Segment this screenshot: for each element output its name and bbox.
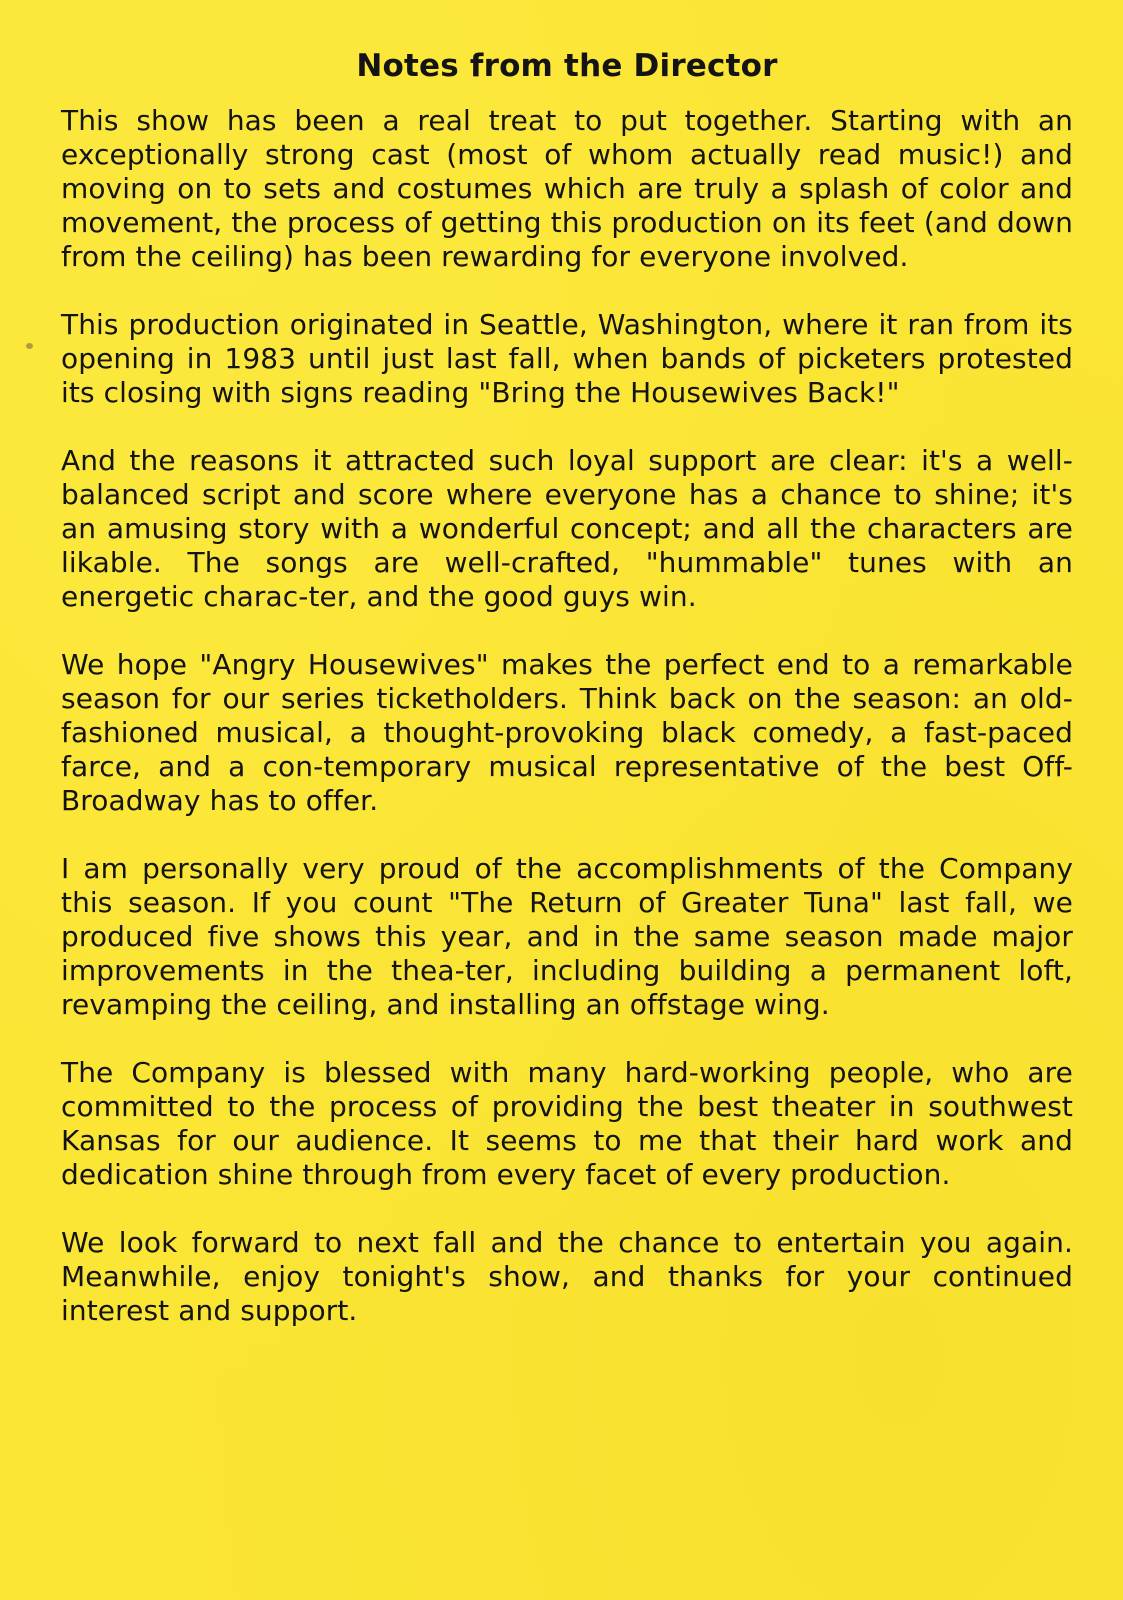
paragraph-origin: This production originated in Seattle, Washington, where it ran from its opening in 1983 until just last fall, when bands of picketers protested its closing with signs reading "Bring the Housewives Back!": [61, 308, 1073, 409]
paragraph-season: We hope "Angry Housewives" makes the perfect end to a remarkable season for our series ticketholders. Think back on the season: an old-fashioned musical, a thought-provoking black comedy, a fast-paced farce, and a con-temporary musical representative of the best Off-Broadway has to offer.: [61, 648, 1073, 817]
paragraph-cast: This show has been a real treat to put together. Starting with an exceptionally strong cast (most of whom actually read music!) and moving on to sets and costumes which are truly a splash of color and movement, the process of getting this production on its feet (and down from the ceiling) has been rewarding for everyone involved.: [61, 104, 1073, 273]
page-title: Notes from the Director: [356, 48, 778, 84]
paragraph-closing: We look forward to next fall and the chance to entertain you again. Meanwhile, enjoy tonight's show, and thanks for your continued interest and support.: [61, 1226, 1073, 1327]
paragraph-company: The Company is blessed with many hard-working people, who are committed to the process of providing the best theater in southwest Kansas for our audience. It seems to me that their hard work and dedication shine through from every facet of every production.: [61, 1056, 1073, 1191]
paper-speck: [26, 343, 33, 349]
paragraph-accomplishments: I am personally very proud of the accomplishments of the Company this season. If you count "The Return of Greater Tuna" last fall, we produced five shows this year, and in the same season made major improvements in the thea-ter, including building a permanent loft, revamping the ceiling, and installing an offstage wing.: [61, 852, 1073, 1021]
paragraph-reasons: And the reasons it attracted such loyal support are clear: it's a well-balanced script and score where everyone has a chance to shine; it's an amusing story with a wonderful concept; and all the characters are likable. The songs are well-crafted, "hummable" tunes with an energetic charac-ter, and the good guys win.: [61, 444, 1073, 613]
